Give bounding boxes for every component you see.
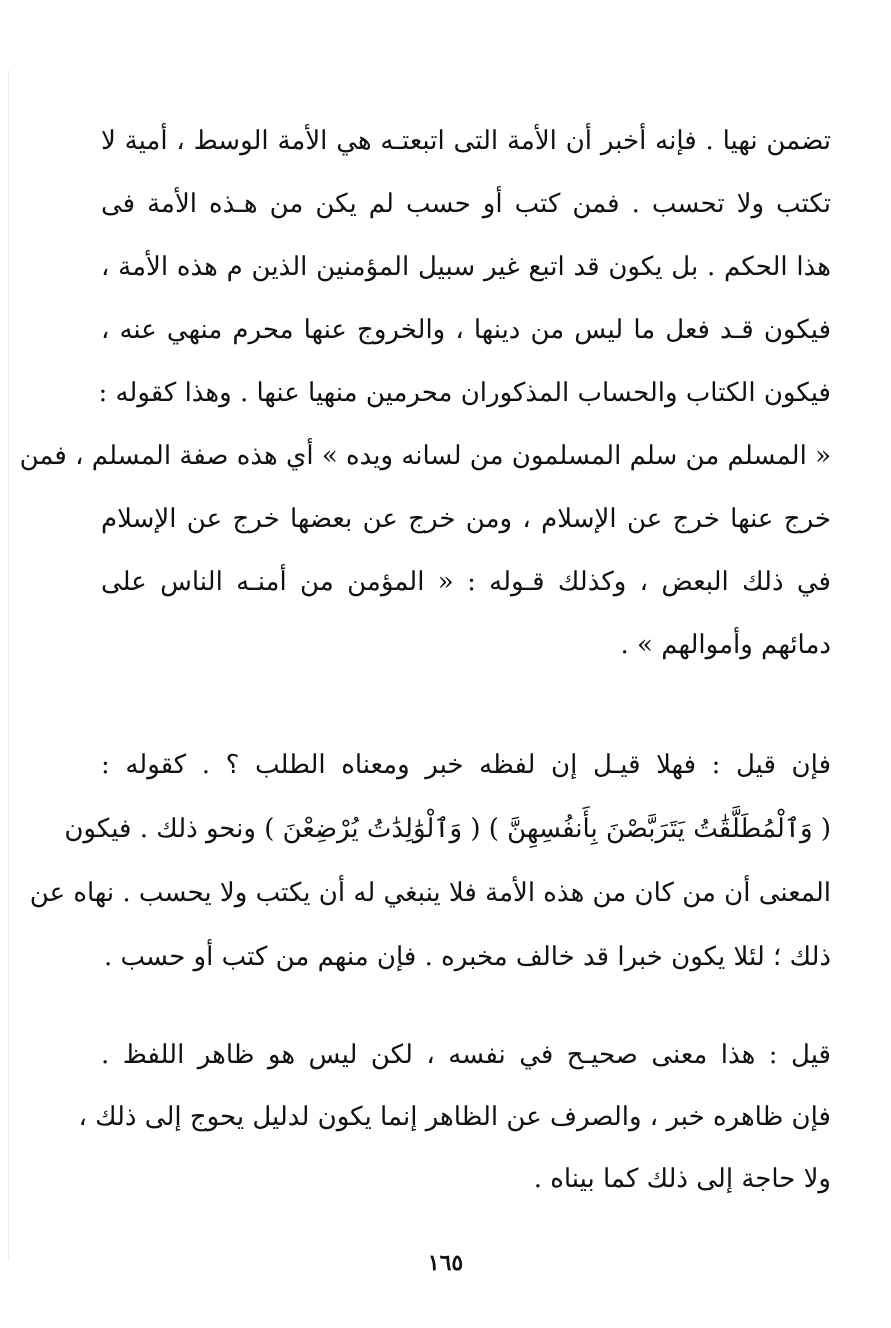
text-line: تكتب ولا تحسب . فمن كتب أو حسب لم يكن من هـذه الأمة فى: [101, 189, 831, 219]
text-line: المعنى أن من كان من هذه الأمة فلا ينبغي له أن يكتب ولا يحسب . نهاه عن: [29, 878, 831, 908]
text-line: ذلك ؛ لئلا يكون خبرا قد خالف مخبره . فإن منهم من كتب أو حسب .: [103, 942, 831, 972]
text-line: تضمن نهيا . فإنه أخبر أن الأمة التى اتبعتـه هي الأمة الوسط ، أمية لا: [101, 126, 831, 156]
text-line: في ذلك البعض ، وكذلك قـوله : « المؤمن من أمنـه الناس على: [101, 567, 831, 597]
page-number: ١٦٥: [427, 1250, 464, 1276]
text-line: فيكون الكتاب والحساب المذكوران محرمين منهيا عنها . وهذا كقوله :: [98, 378, 831, 408]
text-line: خرج عنها خرج عن الإسلام ، ومن خرج عن بعضها خرج عن الإسلام: [101, 504, 831, 534]
text-line: فيكون قـد فعل ما ليس من دينها ، والخروج عنها محرم منهي عنه ،: [101, 315, 831, 345]
text-line: فإن ظاهره خبر ، والصرف عن الظاهر إنما يكون لدليل يحوج إلى ذلك ،: [78, 1102, 831, 1132]
text-line: ولا حاجة إلى ذلك كما بيناه .: [533, 1164, 831, 1194]
text-line: « المسلم من سلم المسلمون من لسانه ويده » أي هذه صفة المسلم ، فمن: [19, 441, 831, 471]
page-edge-shadow: [8, 70, 9, 1260]
paragraph-3: [78, 1024, 831, 1210]
text-line: هذا الحكم . بل يكون قد اتبع غير سبيل المؤمنين الذين م هذه الأمة ،: [101, 252, 831, 282]
text-line: قيل : هذا معنى صحيـح في نفسه ، لكن ليس هو ظاهر اللفظ .: [101, 1040, 831, 1070]
text-line: فإن قيل : فهلا قيـل إن لفظه خبر ومعناه الطلب ؟ . كقوله :: [101, 750, 831, 780]
text-line: ( وَٱلْمُطَلَّقَٰتُ يَتَرَبَّصْنَ بِأَنفُسِهِنَّ ) ( وَٱلْوَٰلِدَٰتُ يُرْضِعْنَ ) ونحو ذلك . فيكون: [64, 814, 831, 844]
paragraph-1: [19, 110, 831, 677]
text-line: دمائهم وأموالهم » .: [620, 630, 831, 660]
paragraph-2: [29, 733, 831, 989]
